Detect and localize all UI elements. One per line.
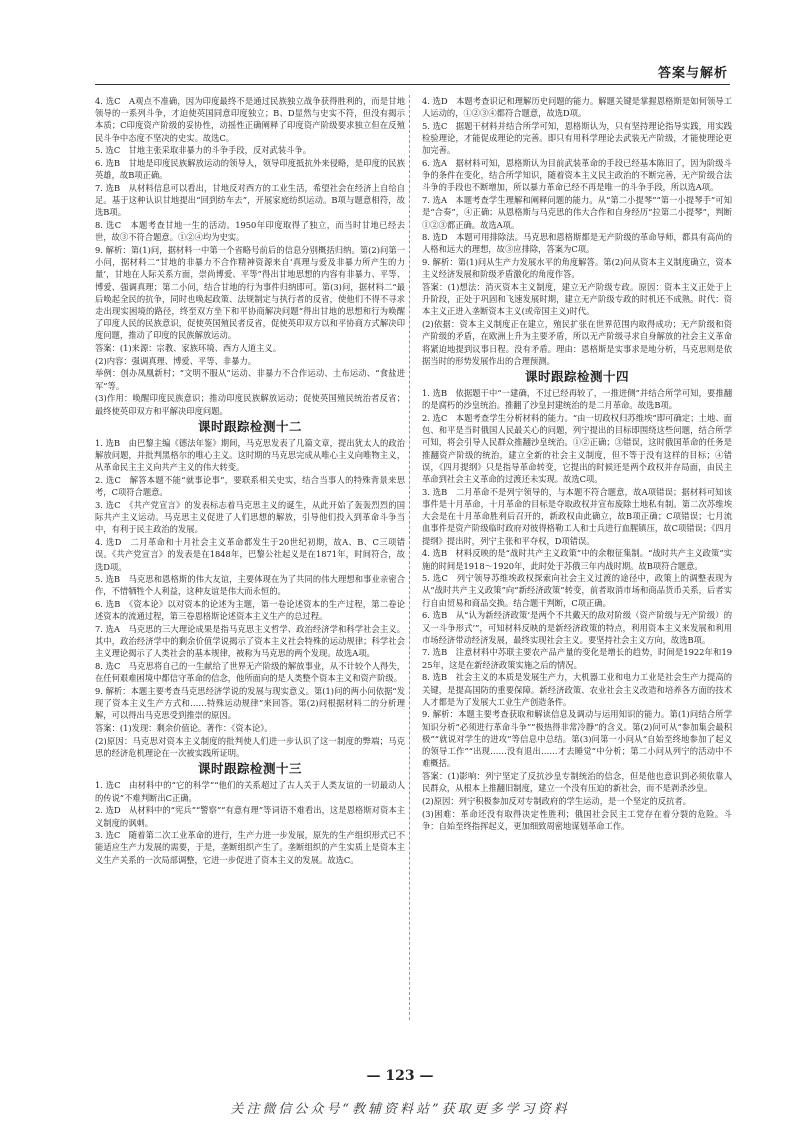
- answer-paragraph: 9. 解析：本题主要考查马克思经济学说的发展与现实意义。第(1)问的两小问依据“发现了资本主义生产方式和……特殊运动规律”来回答。第(2)问根据材料二的分析理解，可以得出马克思受到推崇的原因。: [95, 686, 405, 721]
- answer-paragraph: 6. 选B 《资本论》以对资本的论述为主题，第一卷论述资本的生产过程，第二卷论述资本的流通过程，第三卷恩格斯论述资本主义生产的总过程。: [95, 599, 405, 622]
- answer-paragraph: 2. 选C 解答本题不能“就事论事”，要联系相关史实，结合当事人的特殊背景来思考，C项符合题意。: [95, 475, 405, 498]
- answer-paragraph: (3)困难：革命还没有取得决定性胜利；俄国社会民主工党存在着分裂的危险。斗争：自始至终指挥起义，更加细致周密地谋划革命工作。: [422, 808, 732, 831]
- answer-paragraph: (2)依据：资本主义制度正在建立，殖民扩张在世界范围内取得成功；无产阶级和资产阶级的矛盾，在欧洲上升为主要矛盾，所以无产阶级寻求自身解放的社会主义革命将紧迫地提到议事日程。没有矛盾。理由：恩格斯是实事求是地分析，马克思则是依据当时的形势发展作出的合理预测。: [422, 319, 732, 366]
- left-column: [95, 95, 405, 866]
- answer-paragraph: 2. 选C 本题考查学生分析材料的能力。“由一切政权归苏维埃”即可确定；土地、面包、和平是当时俄国人民最关心的问题，列宁提出的目标即围绕这些问题，结合所学可知，将会引导人民群众推翻沙皇统治。①②正确；③错误，这时俄国革命的任务是推翻资产阶级的统治，建立全新的社会主义制度，但不等于没有这样的目标；④错误，《四月提纲》只是指导革命转变，它提出的时候还是两个政权并存局面，由民主革命到社会主义革命的过渡还未实现。故选C项。: [422, 413, 732, 485]
- header-title: 答案与解析: [657, 66, 728, 81]
- answer-paragraph: 8. 选C 马克思将自己的一生献给了世界无产阶级的解放事业，从不计较个人得失，在任何艰难困境中都信守革命的信念，他所面向的是人类整个资本主义和资产阶级。: [95, 661, 405, 684]
- answer-paragraph: (2)原因：列宁积极参加反对专制政府的学生运动，是一个坚定的反抗者。: [422, 795, 691, 806]
- right-column: [422, 95, 732, 832]
- answer-paragraph: (3)作用：唤醒印度民族意识；推动印度民族解放运动；促使英国殖民统治者反省；最终使英印双方和平解决印度问题。: [95, 393, 405, 416]
- answer-paragraph: 答案：(1)想法：消灭资本主义制度，建立无产阶级专政。原因：资本主义正处于上升阶段，正处于巩固和飞速发展时期，建立无产阶级专政的时机还不成熟。时代：资本主义正进入垄断资本主义(或帝国主义)时代。: [422, 282, 732, 317]
- answer-paragraph: 1. 选B 依据题干中“一建确，不过已经再较了，一推进侧”并结合所学可知，要推翻的是腐朽的沙皇统治。推翻了沙皇封建统治的是二月革命。故选B项。: [422, 388, 732, 411]
- section-title: 课时跟踪检测十二: [197, 418, 302, 434]
- answer-paragraph: 3. 选B 二月革命不是列宁领导的，与本题不符合题意，故A项错误；据材料可知该事件是十月革命，十月革命的目标是夺取政权并宣布废除土地私有制。第二次苏维埃大会是在十月革命胜利后召开的，新政权由此确立，故B项正确；C项错误；七月流血事件是资产阶级临时政府对彼得格勒工人和士兵进行血腥镇压，故C项错误；《四月提纲》提出时，列宁主张和平夺权，D项错误。: [422, 486, 732, 546]
- answer-paragraph: 4. 选D 本题考查识记和理解历史问题的能力。解题关键是掌握恩格斯是如何领导工人运动的，①②③④都符合题意，故选D项。: [422, 96, 732, 119]
- answer-paragraph: 8. 选C 本题考查甘地一生的活动。1950年印度取得了独立，而当时甘地已经去世，故③不符合题意。①②④均为史实。: [95, 220, 405, 243]
- answer-paragraph: 8. 选B 社会主义的本质是发展生产力，大机器工业和电力工业是社会生产力提高的关键，是提高国防的重要保障。新经济政策、农业社会主义改造和培养各方面的技术人才都是为了发展大工业生产创造条件。: [422, 672, 732, 707]
- answer-paragraph: (2)原因：马克思对资本主义制度的批判使人们进一步认识了这一制度的弊端；马克思的经济危机理论在一次被实践所证明。: [95, 735, 405, 759]
- section-title: 课时跟踪检测十三: [197, 761, 302, 777]
- answer-paragraph: 9. 解析：第(1)问从生产力发展水平的角度解答。第(2)问从资本主义制度确立，资本主义经济发展和阶级矛盾激化的角度作答。: [422, 257, 732, 280]
- answer-paragraph: 答案：(1)来源：宗教、家族环境、西方人道主义。: [95, 343, 281, 354]
- answer-paragraph: 5. 选C 甘地主张采取非暴力的斗争手段，反对武装斗争。: [95, 145, 312, 156]
- page-header: [95, 58, 730, 85]
- answer-paragraph: 5. 选C 据题干材料并结合所学可知，恩格斯认为，只有坚持理论指导实践，用实践检验理论，才能促成理论的完善。即只有用科学理论去武装无产阶级，才能使理论更加完善。: [422, 120, 732, 156]
- answer-paragraph: 答案：(1)影响：列宁坚定了反抗沙皇专制统治的信念，但是他也意识到必须依靠人民群众，从根本上推翻旧制度，建立一个没有压迫的新社会，而不是剥杀沙皇。: [422, 770, 732, 794]
- answer-paragraph: 举例：创办凤凰新村；“文明不服从”运动、非暴力不合作运动、土布运动、“食盐进军”等。: [95, 368, 405, 391]
- answer-paragraph: 4. 选B 材料反映的是“战时共产主义政策”中的余粮征集制。“战时共产主义政策”实施的时间是1918～1920年，此时处于苏俄三年内战时期。故B项符合题意。: [422, 548, 732, 571]
- answer-paragraph: 5. 选B 马克思和恩格斯的伟大友谊，主要体现在为了共同的伟大理想和事业亲密合作，不惜牺牲个人利益，这种友谊是伟大而永恒的。: [95, 574, 405, 597]
- answer-paragraph: 4. 选C A观点不准确，因为印度最终不是通过民族独立战争获得胜利的，而是甘地领导的一系列斗争，才迫使英国同意印度独立；B、D显然与史实不符，但没有揭示本质；C印度资产阶级的妥协性，动摇性正确阐释了印度资产阶级要求独立但在反殖民斗争中态度不坚决的史实。故选C。: [95, 96, 405, 143]
- answer-paragraph: 3. 选C 《共产党宣言》的发表标志着马克思主义的诞生，从此开始了轰轰烈烈的国际共产主义运动。马克思主义促进了人们思想的解放，引导他们投入到革命斗争当中，有利于民主政治的发展。: [95, 500, 405, 535]
- answer-paragraph: 7. 选A 本题考查学生理解和阐释问题的能力。从“第二小提琴”“第一小提琴手”可知是“合奏”，④正确；从恩格斯与马克思的伟大合作和自身经历“拉第二小提琴”，判断①②③都正确。故选A项。: [422, 195, 732, 230]
- answer-paragraph: 6. 选B 甘地是印度民族解放运动的领导人，领导印度抵抗外来侵略，是印度的民族英雄，故B项正确。: [95, 158, 405, 181]
- answer-paragraph: 5. 选C 列宁领导苏维埃政权探索向社会主义过渡的途径中，政策上的调整表现为从“战时共产主义政策”向“新经济政策”转变，前者取消市场和商品货币关系，后者实行自由贸易和商品交换。结合题干判断，C项正确。: [422, 573, 732, 608]
- answer-paragraph: 1. 选C 由材料中的“它的科学”“他们的关系超过了古人关于人类友谊的一切最动人的传说”不难判断出C正确。: [95, 780, 405, 803]
- answer-paragraph: 3. 选C 随着第二次工业革命的进行，生产力进一步发展，原先的生产组织形式已不能适应生产力发展的需要，于是，垄断组织产生了。垄断组织的产生实质上是资本主义生产关系的一次局部调整，它进一步促进了资本主义的发展。故选C。: [95, 830, 405, 865]
- answer-paragraph: 6. 选A 据材料可知，恩格斯认为目前武装革命的手段已经基本陈旧了，因为阶级斗争的条件在变化，结合所学知识，随着资本主义民主政治的不断完善，无产阶级合法斗争的手段也不断增加，所以暴力革命已经不再是唯一的斗争手段，所以选A项。: [422, 158, 732, 193]
- column-divider: [409, 95, 410, 1020]
- answer-paragraph: 6. 选B 从“认为新经济政策‘是两个不共戴天的敌对阶级（资产阶级与无产阶级）的又一斗争形式’”，可知材料反映的是新经济政策的特点，利用资本主义来发展和利用市场经济带动经济发展，最终实现社会主义。要坚持社会主义方向，故选B项。: [422, 610, 732, 645]
- answer-paragraph: 4. 选D 二月革命和十月社会主义革命都发生于20世纪初期，故A、B、C三项错误。《共产党宣言》的发表是在1848年，巴黎公社起义是在1871年，时间符合，故选D项。: [95, 537, 405, 572]
- answer-paragraph: 7. 选B 注意材料中苏联主要农产品产量的变化是增长的趋势，时间是1922年和1925年，这是在新经济政策实施之后的情况。: [422, 647, 732, 670]
- section-title: 课时跟踪检测十四: [524, 368, 629, 384]
- page-number: — 123 —: [366, 1068, 434, 1084]
- answer-paragraph: (2)内容：强调真理、博爱、平等、非暴力。: [95, 355, 257, 366]
- answer-paragraph: 2. 选D 从材料中的“宪兵”“警察”“有意有理”等词语不难看出，这是恩格斯对资本主义制度的讽刺。: [95, 805, 405, 828]
- answer-paragraph: 9. 解析：第(1)问，据材料一中第一个省略号前后的信息分别概括归纳。第(2)问第一小问，据材料二“甘地的非暴力不合作精神资源来自‘真理与爱及非暴力所产生的力量’，甘地在人际关系方面，崇尚博爱、平等”得出甘地思想的内容有非暴力、平等、博爱、强调真理；第二小问，结合甘地的行为事件归纳即可。第(3)问，据材料二“最后唤起全民的抗争，同时也唤起政策、法规制定与执行者的反省，使他们不得不寻求走出现实困境的路径，终至双方坐下和平协商解决问题”得出甘地的思想和行为唤醒了印度人民的民族意识，促使英国殖民者反省，促使英印双方以和平协商方式解决印度问题，推动了印度的民族解放运动。: [95, 244, 405, 341]
- answer-paragraph: 9. 解析：本题主要考查获取和解读信息及调动与运用知识的能力。第(1)问结合所学知识分析“必须进行革命斗争”“极热得非常冷静”的含义。第(2)问可从“参加集会最积极”“就说对学生的进攻”等信息中总结。第(3)问第一小问从“自始至终地参加了起义的领导工作”“出现……没有退出……才去睡觉”中分析；第二小问从列宁的活动中不难概括。: [422, 709, 732, 769]
- footer-note: 关注微信公众号“教辅资料站”获取更多学习资料: [230, 1102, 570, 1117]
- answer-paragraph: 7. 选B 从材料信息可以看出，甘地反对西方的工业生活，希望社会在经济上自给自足。基于这种认识甘地提出“回到纺车去”，开展家庭纺织运动。B项与题意相符，故选B项。: [95, 182, 405, 218]
- answer-paragraph: 答案：(1)发现：剩余价值论。著作：《资本论》。: [95, 723, 273, 734]
- answer-paragraph: 1. 选B 由巴黎主编《德法年鉴》期间，马克思发表了几篇文章，提出犹太人的政治解放问题，并批判黑格尔的唯心主义。这时期的马克思完成从唯心主义向唯物主义，从革命民主主义向共产主义的伟大转变。: [95, 437, 405, 473]
- answer-paragraph: 7. 选A 马克思的三大理论成果是指马克思主义哲学、政治经济学和科学社会主义。其中，政治经济学中的剩余价值学说揭示了资本主义社会特殊的运动规律；科学社会主义理论揭示了人类社会的基本规律，被称为马克思的两个发现。故选A项。: [95, 624, 405, 659]
- answer-paragraph: 8. 选D 本题可用排除法。马克思和恩格斯都是无产阶级的革命导师，都具有高尚的人格和远大的理想，故③应排除，答案为C项。: [422, 232, 732, 255]
